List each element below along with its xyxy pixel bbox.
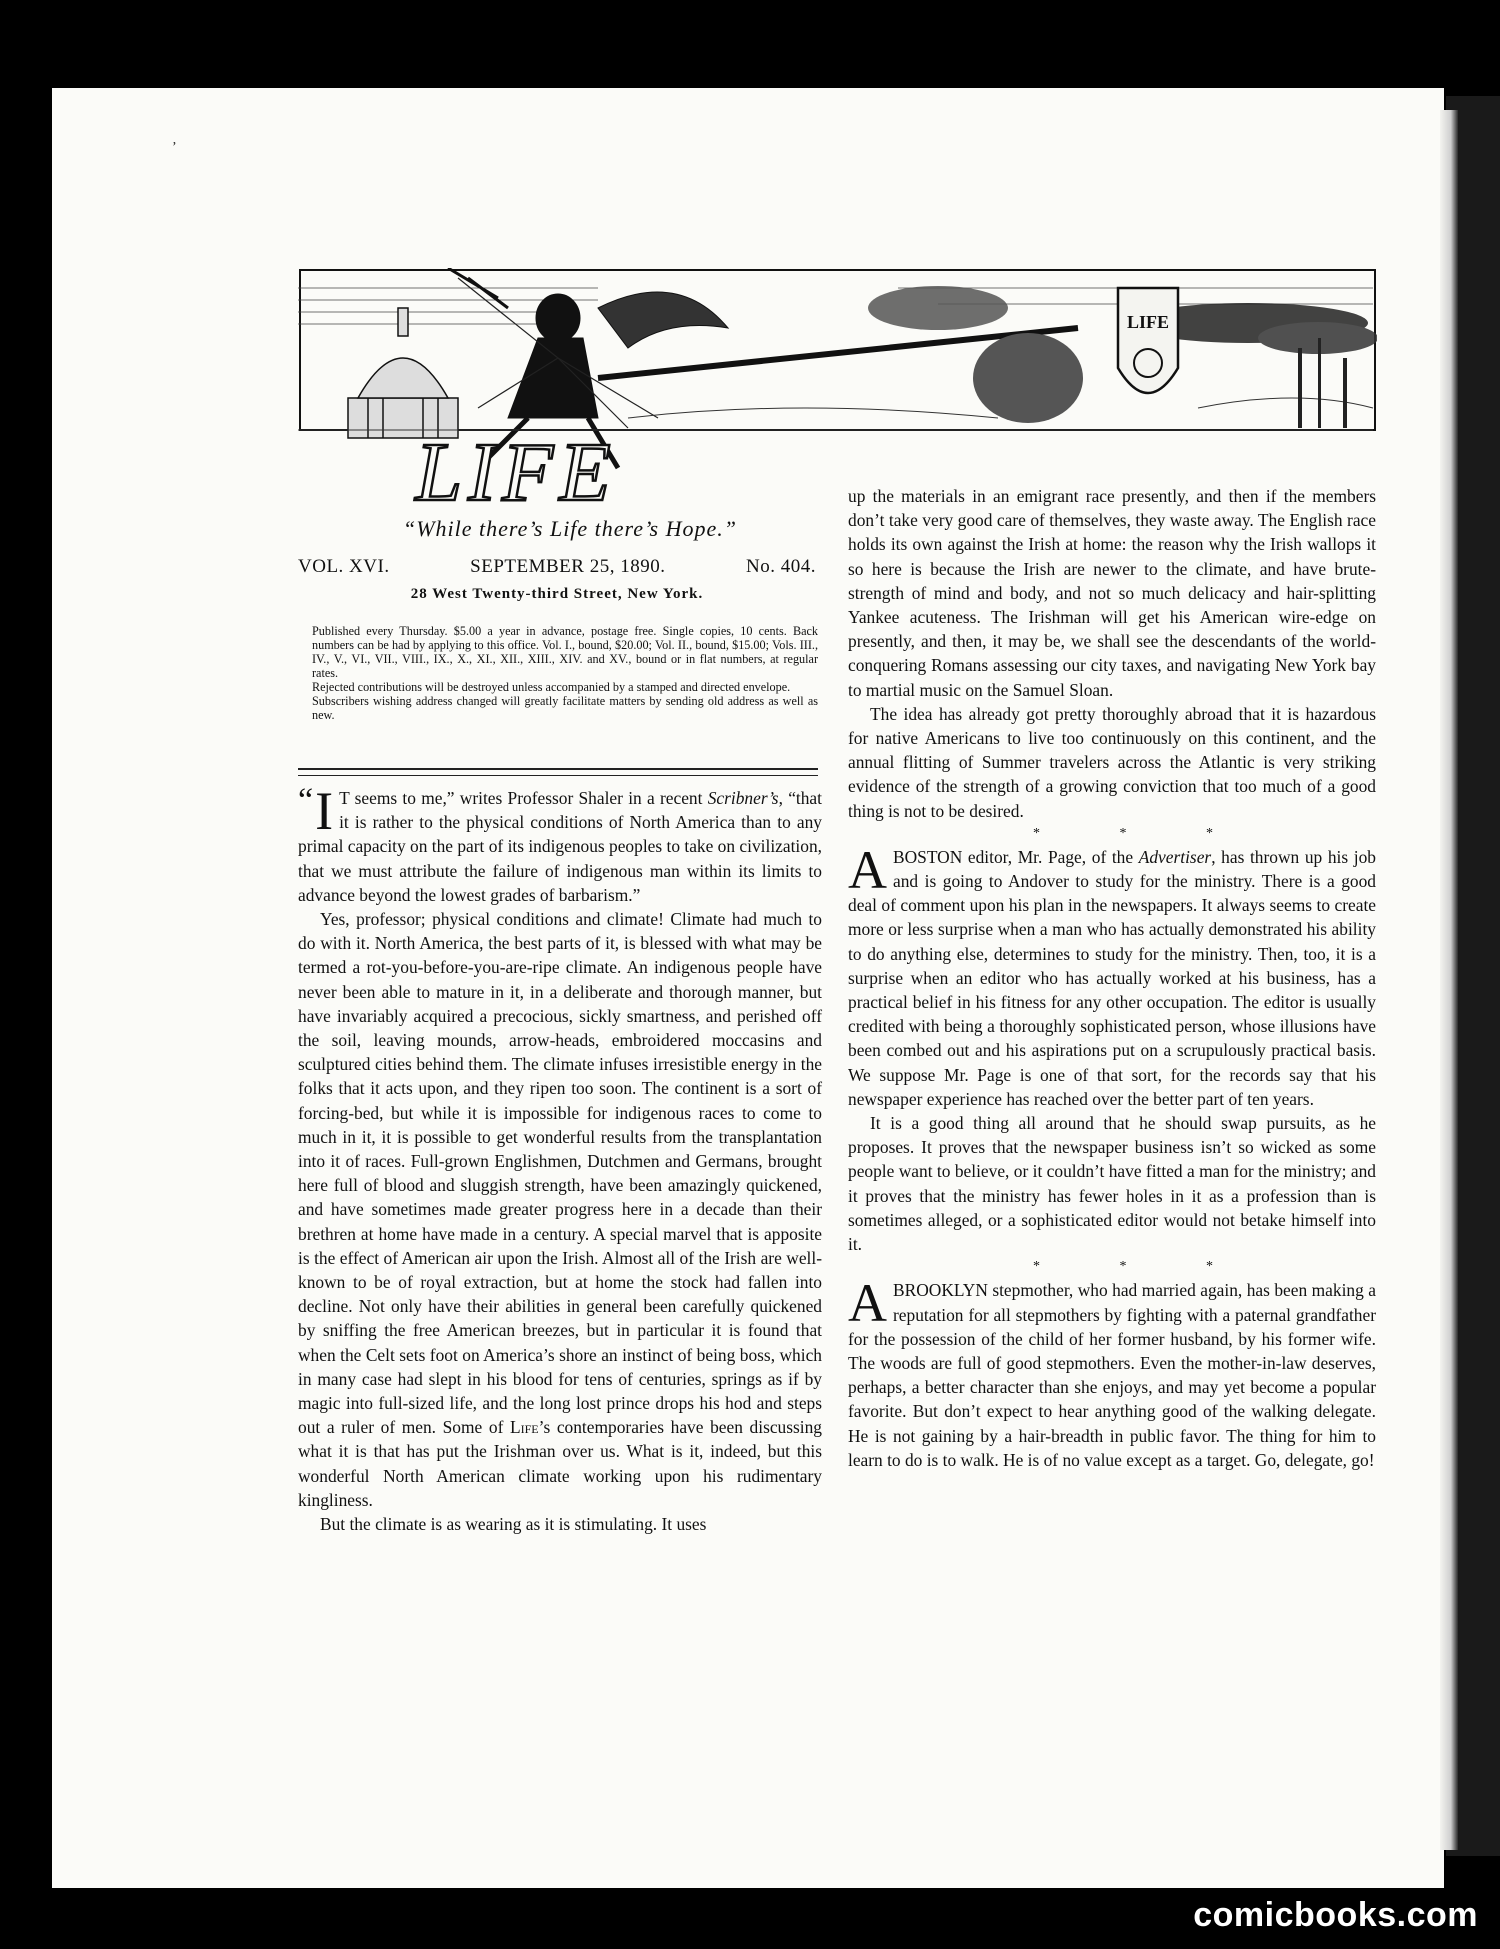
- boston-text-cont: , has thrown up his job and is going to Andover to study for the ministry. There is a good deal of comment upon his plan in the newspapers. It always seems to create more or less surprise when a man who has actually demonstrated his ability to do anything else, determines to study for the ministry. Then, too, it is a surprise when an editor who has actually worked at his business, has a practical belief in his fitness for any other occupation. The editor is usually credited with being a thoroughly sophisticated person, whose illusions have been combed out and his aspirations put on a scrupulously practical basis. We suppose Mr. Page is one of that sort, for the records say that his newspaper experience has reached over the better part of ten years.: [848, 846, 1376, 1109]
- shield-lettering: LIFE: [1126, 312, 1170, 332]
- boston-text: BOSTON editor, Mr. Page, of the: [893, 846, 1139, 867]
- publication-title: Scribner’s: [707, 788, 779, 808]
- body-text-end: ’s contemporaries have been discussing what it is that has put the Irishman over us. What is it, indeed, but this wonderful North American climate working upon his rudimentary kingliness.: [298, 1417, 823, 1510]
- issue-date: SEPTEMBER 25, 1890.: [470, 556, 666, 577]
- body-text: Yes, professor; physical conditions and climate! Climate had much to do with it. North America, the best parts of it, is blessed with what may be termed a rot-you-before-you-are-ripe climate. An indigenous people have never been able to mature in it, in a deliberate and thorough manner, but have invariably acquired a precocious, sickly smartness, and perished off the soil, leaving mounds, arrow-heads, embroidered moccasins and sculptured cities behind them. The climate infuses irresistible energy in the folks that it acts upon, and they ripen too soon. The continent is a sort of forcing-bed, but while it is impossible for indigenous races to come to much in it, it is possible to get wonderful results from the transplantation into it of races. Full-grown Englishmen, Dutchmen and Germans, brought here full of blood and sluggish strength, have been amazingly quickened, and have sometimes made greater progress here in a decade than their brethren at home have made in a century. A special marvel that is apposite is the effect of American air upon the Irish. Almost all of the Irish are well-known to be of royal extraction, but at home the stock had fallen into decline. Not only have their abilities in general been carefully quickened by sniffing the free American breezes, but in particular it is found that when the Celt sets foot on America’s shore an instinct of being boss, which in many case had slept in his blood for tens of centuries, springs as if by magic into full-sized life, and the long lost prince drops his hod and steps out a ruler of men. Some of: [298, 909, 822, 1438]
- life-logo: LIFE: [415, 426, 617, 513]
- notice-subscription: Published every Thursday. $5.00 a year in advance, postage free. Single copies, 10 cents. Back numbers can be had by applying to this office. Vol. I., bound, $20.00; Vol. II., bound, $15.00; Vols. III., IV., V., VI., VII., VIII., IX., X., XI., XII., XIII., XIV. and XV., bound or in flat numbers, at regular rates.: [312, 624, 818, 680]
- publication-notice: [312, 624, 818, 722]
- drop-cap-boston: A: [848, 839, 887, 900]
- issue-line: [298, 556, 816, 578]
- article-climate-body: [298, 907, 822, 1512]
- double-rule: [298, 768, 818, 776]
- life-smallcaps: Life: [509, 1417, 539, 1438]
- article-boston-2: It is a good thing all around that he should swap pursuits, as he proposes. It proves that the newspaper business isn’t so wicked as some people want to believe, or it couldn’t have fitted a man for the ministry; and it proves that the ministry has fewer holes in it as a profession than is sometimes alleged, or a sophisticated editor would not betake himself into it.: [848, 1113, 1376, 1255]
- volume-number: VOL. XVI.: [298, 556, 390, 577]
- article-climate: [298, 781, 823, 1536]
- masthead-illustration: [298, 268, 1377, 513]
- stray-mark: ’: [172, 140, 177, 155]
- section-divider-2: * * *: [1033, 1259, 1251, 1275]
- motto: “While there’s Life there’s Hope.”: [402, 516, 738, 541]
- open-quote: “: [298, 782, 314, 819]
- advertiser-title: Advertiser: [1138, 846, 1212, 867]
- notice-rejected: Rejected contributions will be destroyed unless accompanied by a stamped and directed envelope.: [312, 680, 791, 694]
- article-climate-close: But the climate is as wearing as it is stimulating. It uses: [320, 1514, 707, 1535]
- publisher-address: 28 West Twenty-third Street, New York.: [410, 586, 704, 602]
- watermark: comicbooks.com: [1193, 1896, 1478, 1934]
- article-climate-lead: [298, 781, 822, 907]
- lead-text-cont: , “that it is rather to the physical conditions of North America than to any primal capacity on the part of its indigenous peoples to take on civilization, that we must attribute the failure of indigenous man within its limits to advance beyond the lowest grades of barbarism.”: [298, 788, 822, 905]
- brooklyn-text: BROOKLYN stepmother, who had married again, has been making a reputation for all stepmothers by fighting with a paternal grandfather for the possession of the child of her former husband, by his former wife. The woods are full of good stepmothers. Even the mother-in-law deserves, perhaps, a better character than she enjoys, and may yet become a popular favorite. But don’t expect to hear anything good of the walking delegate. He is not gaining by a hair-breadth in public favor. The thing for him to learn to do is to walk. He is of no value except as a target. Go, delegate, go!: [848, 1280, 1376, 1470]
- section-divider: * * *: [1033, 825, 1251, 841]
- drop-cap-brooklyn: A: [848, 1273, 887, 1334]
- right-column: [848, 484, 1376, 1472]
- article-climate-continued: up the materials in an emigrant race presently, and then if the members don’t take very good care of themselves, they waste away. The English race holds its own against the Irish at home: the reason why the Irish wallops it so here is because the Irish are newer to the climate, and have brute-strength of mind and body, and not so much delicacy and hair-splitting Yankee acuteness. The Irishman will get his American wire-edge on presently, and then, it may be, we shall see the descendants of the world-conquering Romans assessing our city taxes, and navigating New York bay to martial music on the Samuel Sloan.: [848, 486, 1376, 700]
- lead-text: T seems to me,” writes Professor Shaler in a recent: [339, 788, 708, 808]
- issue-number: No. 404.: [746, 556, 816, 577]
- notice-address-change: Subscribers wishing address changed will greatly facilitate matters by sending old address as well as new.: [312, 694, 818, 722]
- article-climate-travelers: The idea has already got pretty thoroughly abroad that it is hazardous for native Americans to live too continuously on this continent, and the annual flitting of Summer travelers across the Atlantic is very striking evidence of the strength of a growing conviction that too much of a good thing is not to be desired.: [848, 703, 1376, 821]
- masthead-engraving: [298, 268, 1377, 513]
- page-edge: [1440, 110, 1458, 1850]
- drop-cap: I: [315, 781, 334, 841]
- article-brooklyn: [848, 1273, 1376, 1472]
- article-boston: [848, 839, 1376, 1111]
